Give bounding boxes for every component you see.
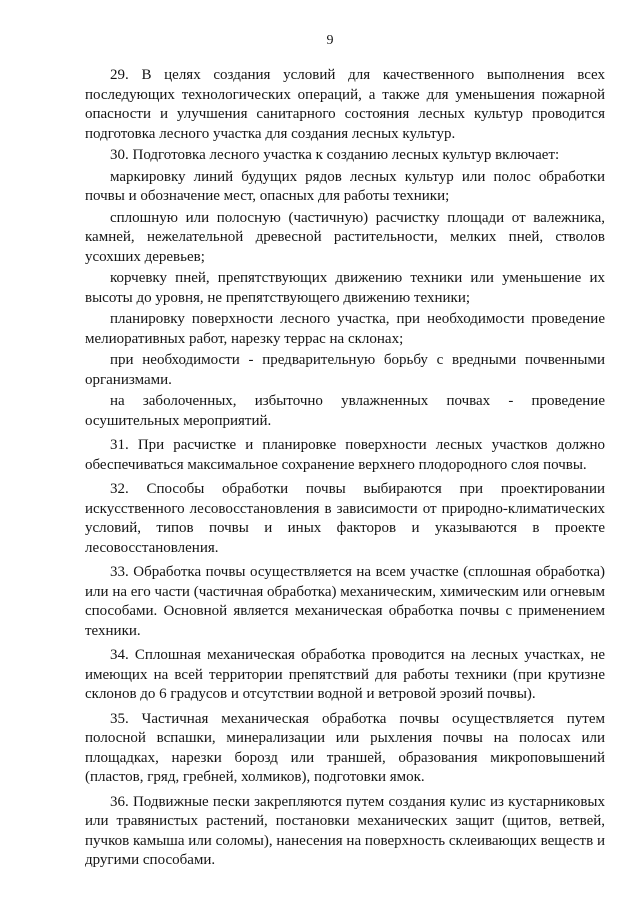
paragraph-33: 33. Обработка почвы осуществляется на всем участке (сплошная обработка) или на его части (частичная обработка) механическим, химическим или огневым способами. Основной является механическая обработка почвы с применением техники. (85, 564, 605, 639)
page-number: 9 (326, 33, 334, 48)
paragraph-29: 29. В целях создания условий для качественного выполнения всех последующих технологических операций, а также для уменьшения пожарной опасности и улучшения санитарного состояния лесных культур проводится подготовка лесного участка для создания лесных культур. (85, 67, 605, 142)
paragraph-34: 34. Сплошная механическая обработка проводится на лесных участках, не имеющих на всей территории препятствий для работы техники (при крутизне склонов до 6 градусов и отсутствии водной и ветровой эрозий почвы). (85, 647, 605, 702)
list-item-clearing: сплошную или полосную (частичную) расчистку площади от валежника, камней, нежелательной древесной растительности, мелких пней, стволов усохших деревьев; (85, 209, 605, 265)
paragraph-36: 36. Подвижные пески закрепляются путем создания кулис из кустарниковых или травянистых растений, постановки механических защит (щитов, ветвей, пучков камыша или соломы), нанесения на поверхность склеивающих веществ и другими способами. (85, 793, 605, 868)
paragraph-32: 32. Способы обработки почвы выбираются при проектировании искусственного лесовосстановления в зависимости от природно-климатических условий, типов почвы и иных факторов и указываются в проекте лесовосстановления. (85, 481, 605, 556)
paragraph-31: 31. При расчистке и планировке поверхности лесных участков должно обеспечиваться максимальное сохранение верхнего плодородного слоя почвы. (85, 437, 605, 473)
document-body (85, 66, 605, 871)
paragraph-30: 30. Подготовка лесного участка к созданию лесных культур включает: (110, 147, 560, 163)
list-item-uprooting: корчевку пней, препятствующих движению техники или уменьшение их высоты до уровня, не препятствующего движению техники; (85, 270, 605, 306)
paragraph-35: 35. Частичная механическая обработка почвы осуществляется путем полосной вспашки, минерализации или рыхления почвы на полосах или площадках, нарезки борозд или траншей, образования микроповышений (пластов, гряд, гребней, холмиков), подготовки ямок. (85, 710, 605, 785)
list-item-leveling: планировку поверхности лесного участка, при необходимости проведение мелиоративных работ, нарезку террас на склонах; (85, 311, 605, 347)
list-item-drainage: на заболоченных, избыточно увлажненных почвах - проведение осушительных мероприятий. (85, 393, 605, 429)
list-item-marking: маркировку линий будущих рядов лесных культур или полос обработки почвы и обозначение мест, опасных для работы техники; (85, 168, 605, 204)
list-item-pest-control: при необходимости - предварительную борьбу с вредными почвенными организмами. (85, 352, 605, 388)
